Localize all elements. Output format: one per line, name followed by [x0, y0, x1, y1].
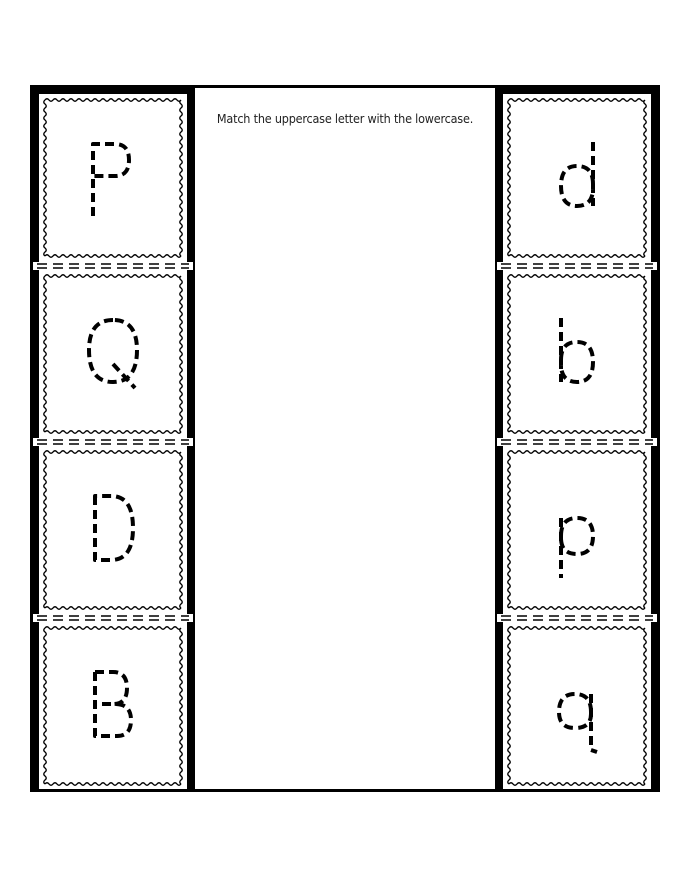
instruction-text: Match the uppercase letter with the lowercase. [216, 111, 474, 126]
lowercase-card-q[interactable] [503, 622, 651, 789]
uppercase-card-B[interactable] [39, 622, 187, 789]
lowercase-card-b[interactable] [503, 270, 651, 438]
uppercase-card-D[interactable] [39, 446, 187, 614]
lowercase-column [497, 88, 657, 789]
worksheet-sheet [30, 85, 660, 792]
matching-area[interactable] [193, 88, 497, 789]
lowercase-cards [497, 88, 657, 789]
uppercase-column [33, 88, 193, 789]
uppercase-card-Q[interactable] [39, 270, 187, 438]
lowercase-card-d[interactable] [503, 94, 651, 262]
lowercase-card-p[interactable] [503, 446, 651, 614]
uppercase-card-P[interactable] [39, 94, 187, 262]
uppercase-cards [33, 88, 193, 789]
